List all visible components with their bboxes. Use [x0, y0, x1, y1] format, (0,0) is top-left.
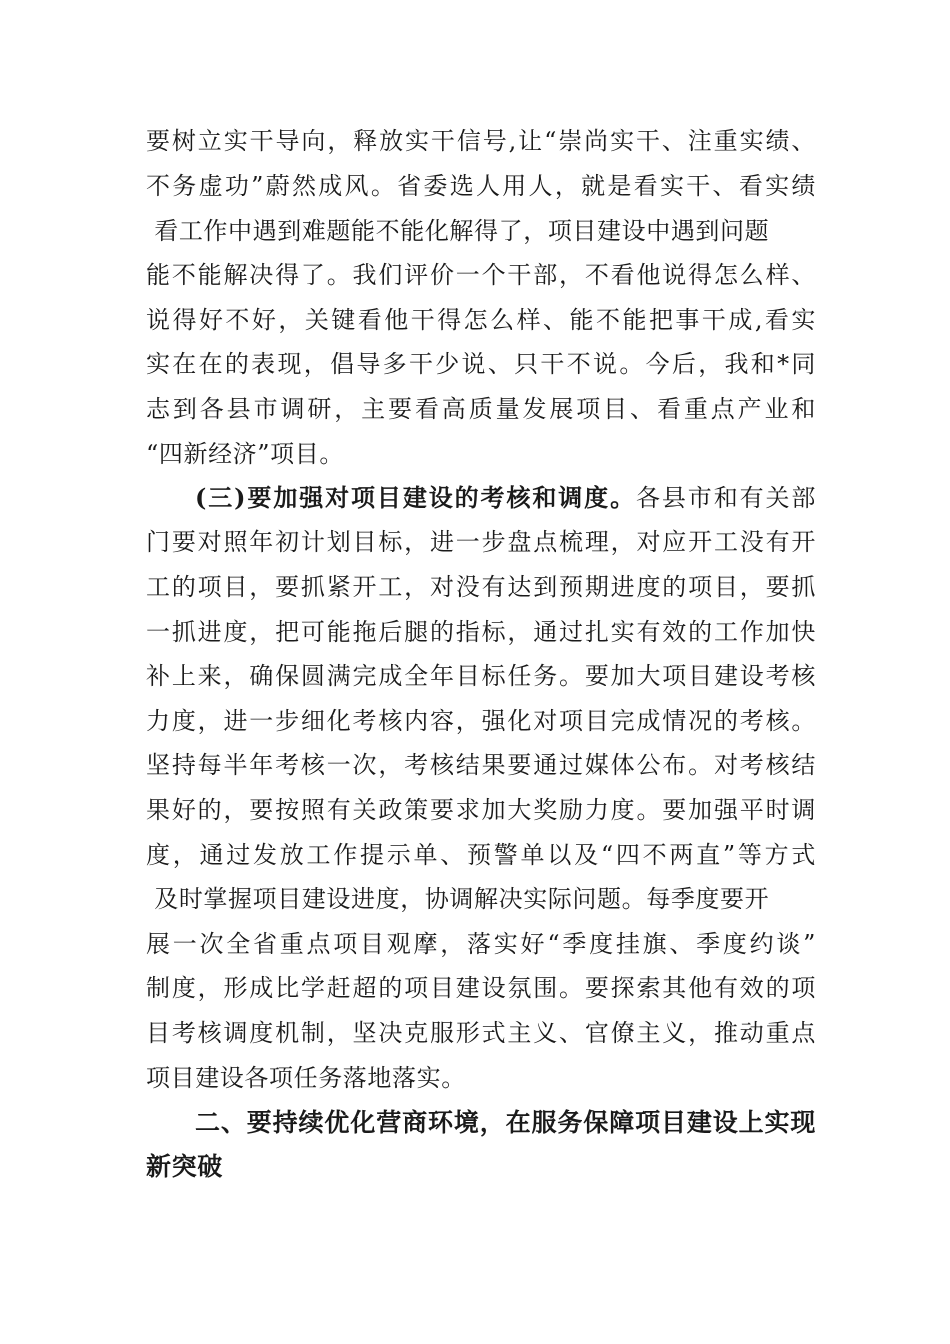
paragraph-2-line-7: 坚持每半年考核一次，考核结果要通过媒体公布。对考核结	[146, 751, 816, 779]
paragraph-2-line-1	[195, 478, 816, 518]
paragraph-1-line-2: 不务虚功”蔚然成风。省委选人用人，就是看实干、看实绩	[146, 172, 816, 200]
paragraph-2-line-4: 一抓进度，把可能拖后腿的指标，通过扎实有效的工作加快	[146, 618, 816, 646]
paragraph-1-line-5: 说得好不好，关键看他干得怎么样、能不能把事干成,看实	[146, 306, 816, 334]
paragraph-1-line-6: 实在在的表现，倡导多干少说、只干不说。今后，我和*同	[146, 350, 816, 378]
paragraph-2-line-6: 力度，进一步细化考核内容，强化对项目完成情况的考核。	[146, 707, 816, 735]
section-2-heading-line-2: 新突破	[146, 1152, 223, 1181]
paragraph-1-line-1: 要树立实干导向，释放实干信号,让“崇尚实干、注重实绩、	[146, 127, 816, 155]
paragraph-2-line-9: 度，通过发放工作提示单、预警单以及“四不两直”等方式	[146, 841, 816, 869]
paragraph-1-line-3: 看工作中遇到难题能不能化解得了，项目建设中遇到问题	[146, 217, 770, 245]
paragraph-2-line-10: 及时掌握项目建设进度，协调解决实际问题。每季度要开	[146, 885, 770, 913]
paragraph-2-line-5: 补上来，确保圆满完成全年目标任务。要加大项目建设考核	[146, 662, 816, 690]
paragraph-1-line-7: 志到各县市调研，主要看高质量发展项目、看重点产业和	[146, 395, 816, 423]
paragraph-2-line-14: 项目建设各项任务落地落实。	[146, 1064, 466, 1092]
paragraph-1-line-4: 能不能解决得了。我们评价一个干部，不看他说得怎么样、	[146, 261, 816, 289]
paragraph-2-line-3: 工的项目，要抓紧开工，对没有达到预期进度的项目，要抓	[146, 573, 816, 601]
paragraph-2-line-11: 展一次全省重点项目观摩，落实好“季度挂旗、季度约谈”	[146, 930, 816, 958]
paragraph-2-line-8: 果好的，要按照有关政策要求加大奖励力度。要加强平时调	[146, 796, 816, 824]
section-2-heading-line-1: 二、要持续优化营商环境，在服务保障项目建设上实现	[195, 1108, 816, 1137]
section-3-lead-heading: (三)要加强对项目建设的考核和调度。	[195, 483, 636, 512]
paragraph-1-line-8: “四新经济”项目。	[146, 440, 344, 468]
paragraph-2-line-13: 目考核调度机制，坚决克服形式主义、官僚主义，推动重点	[146, 1019, 816, 1047]
paragraph-2-line-1-rest: 各县市和有关部	[635, 484, 817, 512]
paragraph-2-line-12: 制度，形成比学赶超的项目建设氛围。要探索其他有效的项	[146, 974, 816, 1002]
paragraph-2-line-2: 门要对照年初计划目标，进一步盘点梳理，对应开工没有开	[146, 528, 816, 556]
